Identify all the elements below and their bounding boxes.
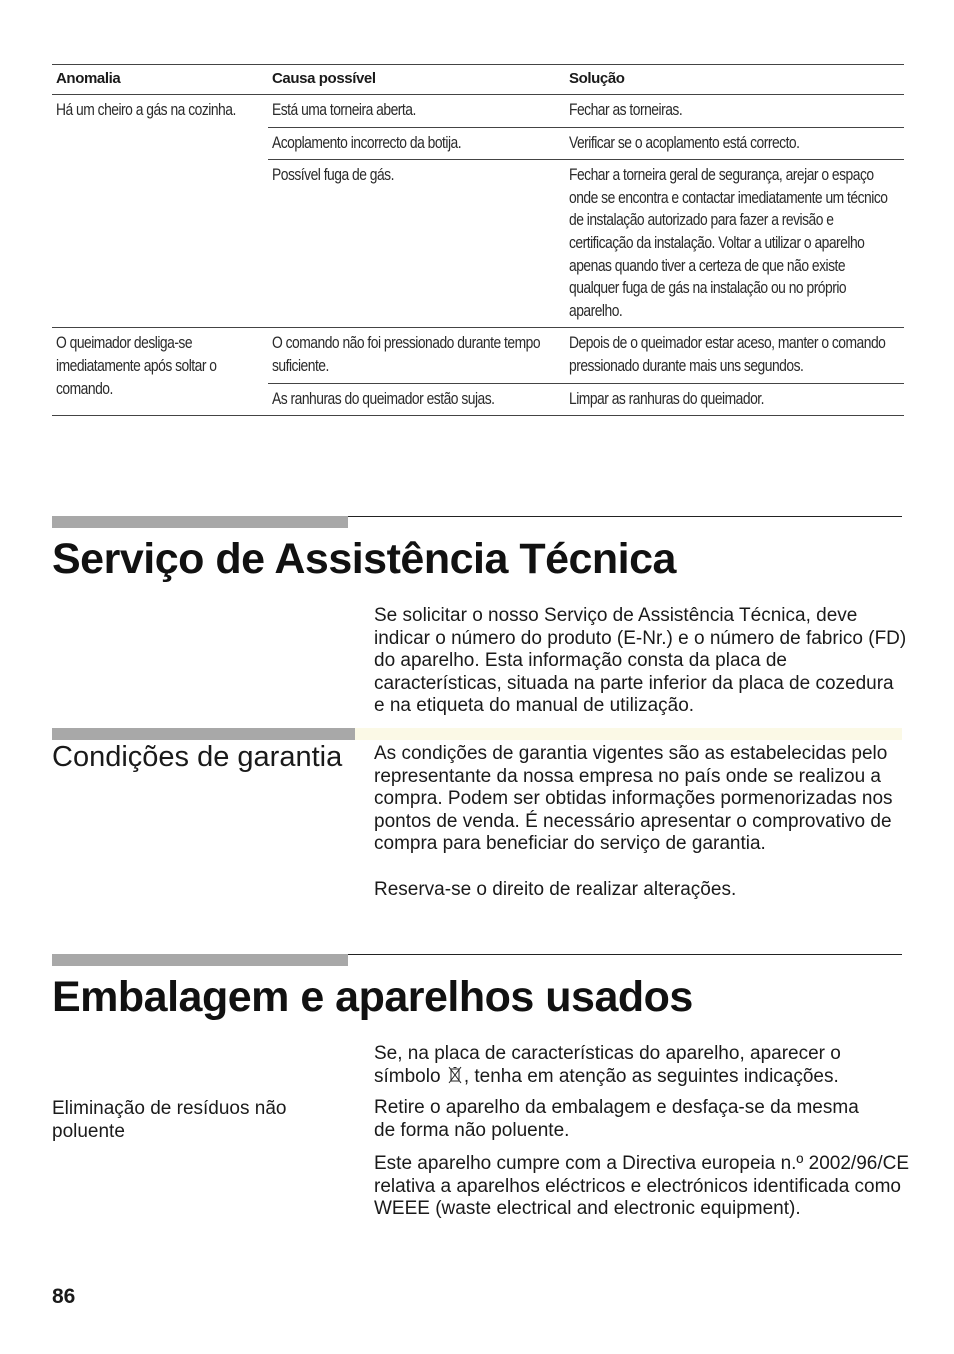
section-bar [52, 954, 348, 966]
cause-text: As ranhuras do queimador estão sujas. [272, 389, 495, 408]
section-bar [52, 516, 348, 528]
section-rule [348, 954, 902, 955]
cause-text: Possível fuga de gás. [272, 166, 394, 185]
cause-cell [268, 127, 565, 160]
subsection-bar [52, 728, 355, 740]
anomaly-cell [52, 328, 268, 416]
service-title: Serviço de Assistência Técnica [52, 535, 676, 583]
waste-disposal-label: Eliminação de resíduos não poluente [52, 1098, 287, 1142]
solution-cell [565, 328, 904, 383]
header-solucao: Solução [565, 65, 904, 95]
anomaly-cell [52, 95, 268, 328]
cause-text: Está uma torneira aberta. [272, 101, 416, 119]
packaging-intro-end: , tenha em atenção as seguintes indicações. [463, 1065, 839, 1087]
solution-cell [565, 160, 904, 328]
table-header-row [52, 65, 904, 95]
cause-text: Acoplamento incorrecto da botija. [272, 133, 462, 152]
crossed-bin-icon [448, 1066, 462, 1084]
solution-text: Verificar se o acoplamento está correcto. [569, 133, 800, 152]
table-row [52, 95, 904, 128]
solution-cell [565, 383, 904, 416]
solution-text: Fechar a torneira geral de segurança, arejar o espaço onde se encontra e contactar imediatamente um técnico de instalação autorizado para fazer a revisão e certificação da instalação. Voltar a utilizar o aparelho apenas quando tiver a certeza de que não existe qualquer fuga de gás na instalação ou no próprio aparelho. [569, 166, 888, 320]
cause-text: O comando não foi pressionado durante tempo suficiente. [272, 334, 541, 375]
packaging-intro [374, 1043, 909, 1088]
warranty-text: As condições de garantia vigentes são as estabelecidas pelo representante da nossa empresa no país onde se realizou a compra. Podem ser obtidas informações pormenorizadas nos pontos de venda. É necessário apresentar o comprovativo de compra para beneficiar do serviço de garantia. [374, 743, 893, 855]
warranty-title: Condições de garantia [52, 741, 343, 773]
warranty-note: Reserva-se o direito de realizar alterações. [374, 879, 737, 900]
packaging-title: Embalagem e aparelhos usados [52, 973, 693, 1021]
solution-text: Fechar as torneiras. [569, 101, 683, 119]
cause-cell [268, 328, 565, 383]
page-number: 86 [52, 1285, 76, 1308]
anomaly-text: Há um cheiro a gás na cozinha. [56, 101, 236, 119]
anomaly-text: O queimador desliga-se imediatamente após soltar o comando. [56, 334, 217, 398]
troubleshooting-table [52, 64, 904, 416]
packaging-text-1: Retire o aparelho da embalagem e desfaça-se da mesma de forma não poluente. [374, 1097, 859, 1141]
section-rule [348, 516, 902, 517]
header-anomalia: Anomalia [52, 65, 268, 95]
table-row [52, 328, 904, 383]
solution-text: Depois de o queimador estar aceso, manter o comando pressionado durante mais uns segundos. [569, 334, 886, 375]
cause-cell [268, 95, 565, 128]
cause-cell [268, 160, 565, 328]
cause-cell [268, 383, 565, 416]
packaging-text-2: Este aparelho cumpre com a Directiva europeia n.º 2002/96/CE relativa a aparelhos eléctricos e electrónicos identificada como WEEE (waste electrical and electronic equipment). [374, 1153, 910, 1220]
solution-cell [565, 127, 904, 160]
solution-text: Limpar as ranhuras do queimador. [569, 389, 764, 408]
solution-cell [565, 95, 904, 128]
header-causa: Causa possível [268, 65, 565, 95]
packaging-intro-start: Se, na placa de características do aparelho, aparecer o símbolo [374, 1043, 841, 1087]
subsection-band [355, 728, 902, 740]
service-text: Se solicitar o nosso Serviço de Assistência Técnica, deve indicar o número do produto (E-Nr.) e o número de fabrico (FD) do aparelho. Esta informação consta da placa de características, situada na parte inferior da placa de cozedura e na etiqueta do manual de utilização. [374, 605, 907, 717]
